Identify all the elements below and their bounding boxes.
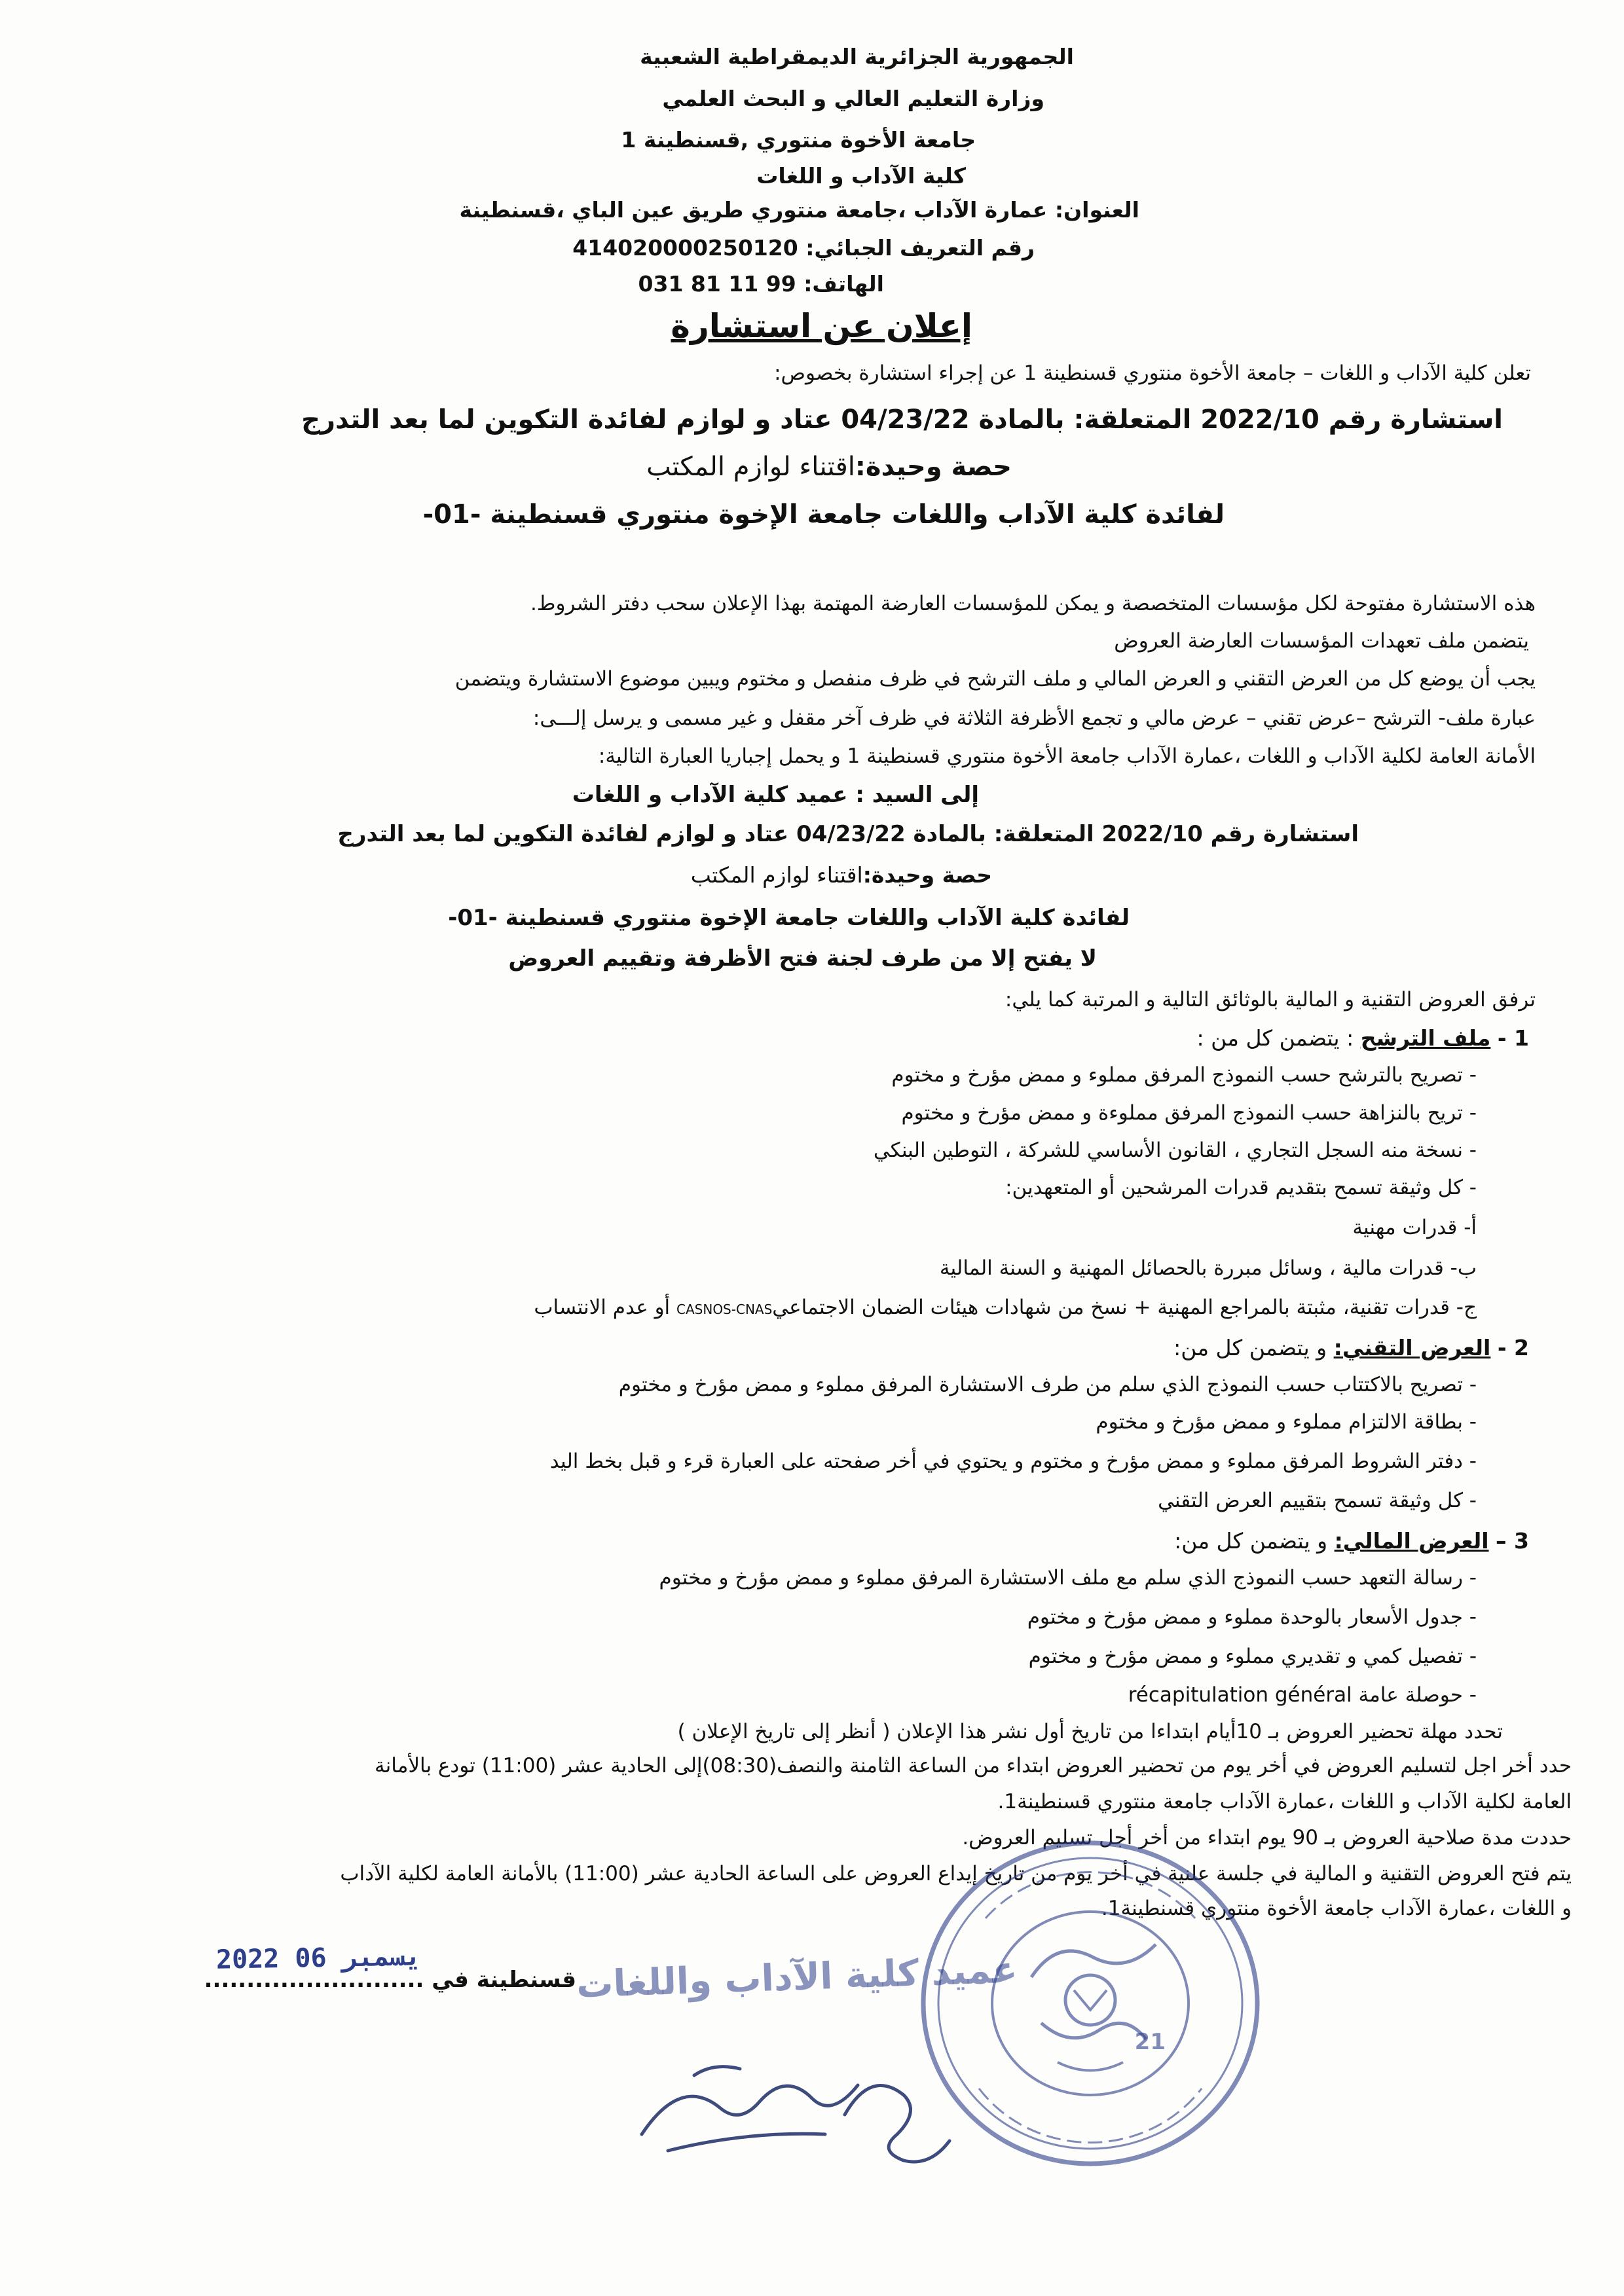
phone-line: الهاتف: 99 11 81 031: [638, 271, 884, 297]
section-3-item: - تفصيل كمي و تقديري مملوء و ممض مؤرخ و مختوم: [1028, 1645, 1477, 1668]
capacity-c: [534, 1296, 1477, 1320]
capacity-a: أ- قدرات مهنية: [1352, 1216, 1477, 1239]
section-3-number: 3 –: [1496, 1528, 1529, 1554]
section-3-title: العرض المالي:: [1334, 1528, 1489, 1554]
section-3-heading: [1174, 1529, 1529, 1554]
faculty-line: كلية الآداب و اللغات: [756, 163, 966, 189]
capacity-c-tail: أو عدم الانتساب: [534, 1296, 671, 1319]
signature-icon: [629, 2036, 969, 2167]
section-1-item: - تصريح بالترشح حسب النموذج المرفق مملوء و ممض مؤرخ و مختوم: [891, 1063, 1477, 1087]
section-3-intro: و يتضمن كل من:: [1174, 1528, 1328, 1554]
address-line: العنوان: عمارة الآداب ،جامعة منتوري طريق عين الباي ،قسنطينة: [459, 197, 1139, 223]
republic-line: الجمهورية الجزائرية الديمقراطية الشعبية: [640, 44, 1074, 69]
place-date-line: قسنطينة في ..........................: [204, 1967, 576, 1993]
capacity-b: ب- قدرات مالية ، وسائل مبررة بالحصائل المهنية و السنة المالية: [939, 1256, 1477, 1280]
paragraph-1: هذه الاستشارة مفتوحة لكل مؤسسات المتخصصة و يمكن للمؤسسات العارضة المهتمة بهذا الإعلان سحب دفتر الشروط.: [530, 592, 1536, 615]
section-1-number: 1 -: [1497, 1025, 1529, 1051]
lot-label: حصة وحيدة:: [855, 452, 1012, 482]
section-2-item: - بطاقة الالتزام مملوء و ممض مؤرخ و مختوم: [1096, 1410, 1477, 1434]
tax-id-line: رقم التعريف الجبائي: 414020000250120: [572, 235, 1035, 261]
section-2-title: العرض التقني:: [1333, 1335, 1491, 1360]
section-3-item: - رسالة التعهد حسب النموذج الذي سلم مع ملف الاستشارة المرفق مملوء و ممض مؤرخ و مختوم: [659, 1566, 1477, 1590]
deadline-submission: حدد أخر اجل لتسليم العروض في أخر يوم من تحضير العروض ابتداء من الساعة الثامنة والنصف(08:30)إلى الحادية عشر (11:00) تودع بالأمانة: [375, 1754, 1572, 1777]
consultation-line: استشارة رقم 2022/10 المتعلقة: بالمادة 04/23/22 عتاد و لوازم لفائدة التكوين لما بعد التدرج: [301, 405, 1503, 435]
section-1-item-capacities: [1005, 1176, 1477, 1200]
ministry-line: وزارة التعليم العالي و البحث العلمي: [662, 86, 1044, 111]
envelope-beneficiary: لفائدة كلية الآداب واللغات جامعة الإخوة منتوري قسنطينة -01-: [448, 905, 1130, 931]
opening-session: يتم فتح العروض التقنية و المالية في جلسة علنية في أخر يوم من تاريخ إيداع العروض على الساعة الحادية عشر (11:00) بالأمانة العامة لكلية الآداب: [340, 1862, 1572, 1886]
section-2-item: - كل وثيقة تسمح بتقييم العرض التقني: [1158, 1489, 1477, 1512]
section-1-heading: [1197, 1026, 1529, 1051]
envelope-lot-value: اقتناء لوازم المكتب: [690, 862, 863, 888]
capacity-c-code: CASNOS-CNAS: [676, 1302, 773, 1317]
paragraph-3: يجب أن يوضع كل من العرض التقني و العرض المالي و ملف الترشح في ظرف منفصل و مختوم ويبين موضوع الاستشارة ويتضمن: [454, 667, 1536, 691]
paragraph-2: يتضمن ملف تعهدات المؤسسات العارضة العروض: [1114, 629, 1529, 653]
paragraph-5: الأمانة العامة لكلية الآداب و اللغات ،عمارة الآداب جامعة الأخوة منتوري قسنطينة 1 و يحمل إجباريا العبارة التالية:: [598, 744, 1536, 768]
date-stamp: 2022 يسمبر 06: [215, 1941, 422, 1975]
deadline-submission-place: العامة لكلية الآداب و اللغات ،عمارة الآداب جامعة منتوري قسنطينة1.: [997, 1790, 1572, 1813]
section-2-item: - دفتر الشروط المرفق مملوء و ممض مؤرخ و مختوم و يحتوي في أخر صفحته على العبارة قرء و قبل بخط اليد: [549, 1449, 1477, 1473]
section-1-intro: : يتضمن كل من :: [1196, 1025, 1354, 1051]
section-1-item: - نسخة منه السجل التجاري ، القانون الأساسي للشركة ، التوطين البنكي: [873, 1139, 1477, 1162]
opening-session-place: و اللغات ،عمارة الآداب جامعة الأخوة منتوري قسنطينة1.: [1101, 1897, 1572, 1920]
beneficiary-line: لفائدة كلية الآداب واللغات جامعة الإخوة منتوري قسنطينة -01-: [422, 500, 1225, 530]
envelope-lot-label: حصة وحيدة:: [862, 862, 992, 888]
section-1-title: ملف الترشح: [1360, 1025, 1491, 1051]
section-3-item: - جدول الأسعار بالوحدة مملوء و ممض مؤرخ و مختوم: [1027, 1605, 1477, 1629]
envelope-warning: لا يفتح إلا من طرف لجنة فتح الأظرفة وتقييم العروض: [508, 945, 1097, 972]
intro-line: تعلن كلية الآداب و اللغات – جامعة الأخوة منتوري قسنطينة 1 عن إجراء استشارة بخصوص:: [774, 361, 1531, 385]
section-2-number: 2 -: [1497, 1335, 1529, 1360]
section-1-item: - تريح بالنزاهة حسب النموذج المرفق مملوءة و ممض مؤرخ و مختوم: [901, 1101, 1477, 1125]
envelope-lot-line: [691, 863, 992, 888]
page-title: إعلان عن استشارة: [671, 307, 972, 345]
documents-intro: ترفق العروض التقنية و المالية بالوثائق التالية و المرتبة كما يلي:: [1005, 988, 1536, 1011]
lot-value: اقتناء لوازم المكتب: [646, 452, 855, 482]
offer-validity: حددت مدة صلاحية العروض بـ 90 يوم ابتداء من أخر أجل تسليم العروض.: [962, 1826, 1572, 1850]
lot-line: [646, 452, 1012, 482]
svg-text:21: 21: [1134, 2029, 1166, 2055]
section-2-item: - تصريح بالاكتتاب حسب النموذج الذي سلم من طرف الاستشارة المرفق مملوء و ممض مؤرخ و مختوم: [618, 1373, 1477, 1396]
paragraph-4: عبارة ملف- الترشح –عرض تقني – عرض مالي و تجمع الأظرفة الثلاثة في ظرف آخر مقفل و غير مسمى و يرسل إلـــى:: [532, 706, 1536, 730]
capacity-c-text: ج- قدرات تقنية، مثبتة بالمراجع المهنية + نسخ من شهادات هيئات الضمان الاجتماعي: [772, 1296, 1477, 1319]
section-2-intro: و يتضمن كل من:: [1173, 1335, 1327, 1360]
section-3-item: - حوصلة عامة récapitulation général: [1128, 1683, 1477, 1707]
capacities-intro: - كل وثيقة تسمح بتقديم قدرات المرشحين أو المتعهدين:: [1005, 1176, 1477, 1199]
envelope-recipient: إلى السيد : عميد كلية الآداب و اللغات: [572, 782, 979, 808]
university-line: جامعة الأخوة منتوري ,قسنطينة 1: [621, 127, 976, 153]
envelope-consultation: استشارة رقم 2022/10 المتعلقة: بالمادة 04/23/22 عتاد و لوازم لفائدة التكوين لما بعد التدرج: [337, 821, 1359, 847]
dean-stamp: عميد كلية الآداب واللغات: [576, 1948, 1018, 2007]
deadline-preparation: تحدد مهلة تحضير العروض بـ 10أيام ابتداءا من تاريخ أول نشر هذا الإعلان ( أنظر إلى تاريخ الإعلان ): [677, 1720, 1503, 1743]
section-2-heading: [1173, 1336, 1529, 1360]
